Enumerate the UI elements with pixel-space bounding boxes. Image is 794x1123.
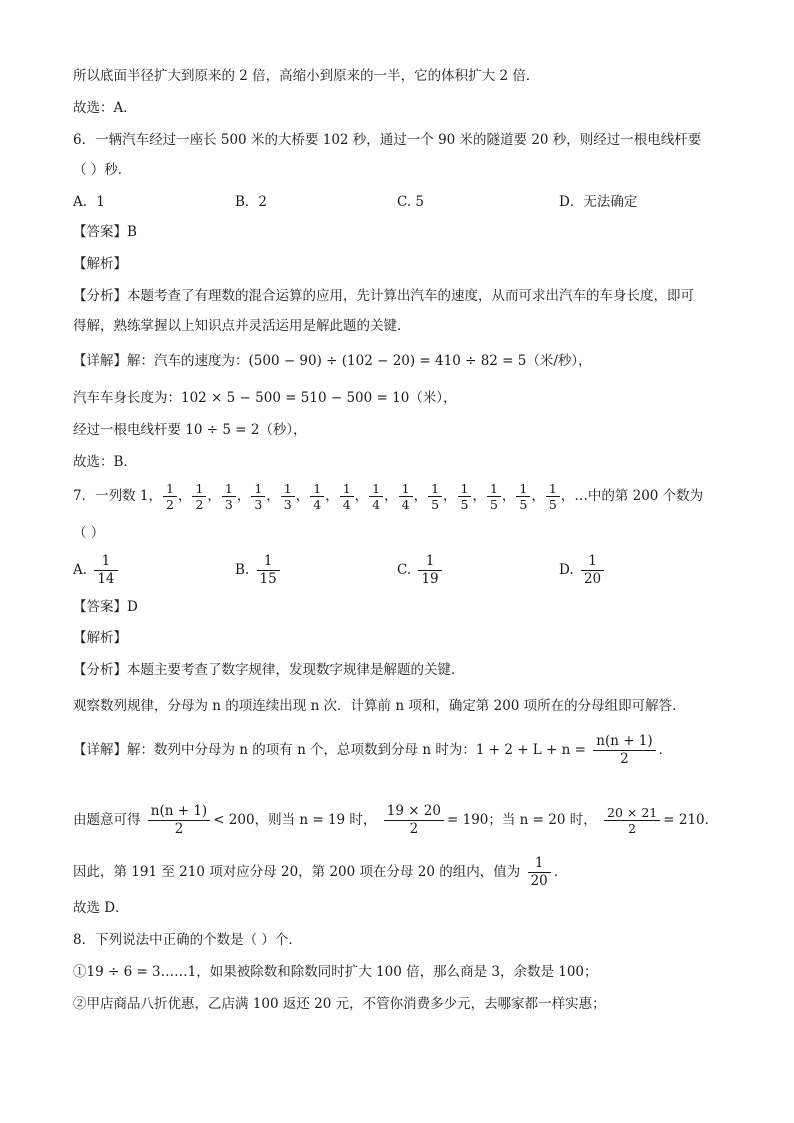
q7-prefix: 7．一列数 1， — [73, 488, 162, 504]
text-line: 所以底面半径扩大到原来的 2 倍，高缩小到原来的一半，它的体积扩大 2 倍． — [73, 68, 540, 84]
q8-statement-1: ①19 ÷ 6 = 3……1，如果被除数和除数同时扩大 100 倍，那么商是 3，余数是 100； — [73, 964, 598, 980]
denominator: 2 — [409, 821, 419, 837]
numerator: 1 — [418, 553, 441, 571]
denominator: 5 — [548, 497, 557, 512]
sequence-fraction — [163, 481, 177, 512]
q7-detail-2-mid1: < 200，则当 n = 19 时， — [213, 812, 377, 828]
q6-answer: 【答案】B — [73, 224, 137, 240]
q7-option-fraction — [418, 553, 441, 588]
n19-fraction — [384, 803, 444, 838]
numerator: 1 — [528, 855, 551, 873]
q7-detail-2 — [73, 800, 718, 840]
denominator: 14 — [97, 571, 115, 587]
numerator: 1 — [399, 481, 413, 497]
denominator: 2 — [165, 497, 174, 512]
q7-detail-3 — [73, 852, 567, 892]
q6-option-b: B．2 — [235, 194, 268, 210]
denominator: 3 — [254, 497, 263, 512]
n20-fraction — [604, 805, 660, 836]
q7-option-b — [235, 550, 283, 590]
denominator: 4 — [372, 497, 381, 512]
question-8-stem: 8．下列说法中正确的个数是（ ）个． — [73, 932, 302, 948]
numerator: 1 — [487, 481, 501, 497]
denominator: 2 — [628, 821, 637, 836]
sequence-fraction — [222, 481, 236, 512]
sequence-fraction — [546, 481, 560, 512]
denominator: 19 — [421, 571, 439, 587]
sequence-separator: ， — [413, 488, 428, 504]
q6-option-c: C. 5 — [397, 194, 425, 210]
denominator: 5 — [431, 497, 440, 512]
denominator: 2 — [174, 821, 184, 837]
q6-analysis: 【分析】本题考查了有理数的混合运算的应用，先计算出汽车的速度，从而可求出汽车的车身长度，即可 — [73, 288, 694, 304]
q7-detail-3-end: ． — [553, 864, 568, 880]
denominator: 5 — [489, 497, 498, 512]
sequence-separator: ， — [443, 488, 457, 504]
denominator: 4 — [342, 497, 351, 512]
sequence-fraction — [458, 481, 472, 512]
q7-option-letter: C. — [397, 562, 412, 578]
q7-detail-3-pre: 因此，第 191 至 210 项对应分母 20，第 200 项在分母 20 的组内，值为 — [73, 864, 521, 880]
numerator: 1 — [458, 481, 472, 497]
q7-detail-text: 【详解】解：数列中分母为 n 的项有 n 个，总项数到分母 n 时为：1 + 2 + L + n = — [73, 742, 586, 758]
denominator: 15 — [259, 571, 277, 587]
q6-detail-3: 经过一根电线杆要 10 ÷ 5 = 2（秒）， — [73, 422, 307, 438]
sequence-separator: ， — [266, 488, 280, 504]
sequence-separator: ， — [207, 488, 221, 504]
cond-formula-fraction — [148, 803, 210, 838]
numerator: 1 — [369, 481, 383, 497]
q7-suffix: ，…中的第 200 个数为 — [560, 488, 704, 504]
q6-detail: 【详解】解：汽车的速度为：(500 − 90) ÷ (102 − 20) = 410 ÷ 82 = 5（米/秒）， — [73, 353, 592, 369]
q7-option-fraction — [257, 553, 280, 588]
q7-detail-2-pre: 由题意可得 — [73, 812, 141, 828]
q7-option-letter: D. — [559, 562, 574, 578]
denominator: 3 — [224, 497, 233, 512]
numerator: 1 — [310, 481, 324, 497]
sequence-separator: ， — [325, 488, 339, 504]
denominator: 20 — [583, 571, 602, 587]
question-7-stem-cont: （ ） — [73, 525, 105, 541]
q7-option-d — [559, 550, 607, 590]
answer-fraction — [528, 855, 551, 890]
q7-observation: 观察数列规律，分母为 n 的项连续出现 n 次．计算前 n 项和，确定第 200 项所在的分母组即可解答． — [73, 698, 686, 714]
numerator: 20 × 21 — [604, 805, 660, 821]
sequence-separator: ， — [295, 488, 310, 504]
sequence-separator: ， — [177, 488, 192, 504]
question-7-stem — [73, 476, 703, 516]
question-6-stem: 6．一辆汽车经过一座长 500 米的大桥要 102 秒，通过一个 90 米的隧道要 20 秒，则经过一根电线杆要 — [73, 132, 702, 148]
q7-option-a — [73, 550, 121, 590]
numerator: 19 × 20 — [384, 803, 444, 821]
question-6-stem-cont: （ ）秒． — [73, 162, 132, 178]
sequence-separator: ， — [531, 488, 545, 504]
numerator: 1 — [581, 553, 604, 571]
sequence-fraction — [310, 481, 324, 512]
sequence-fraction — [251, 481, 265, 512]
q7-detail-2-mid2: = 190；当 n = 20 时， — [447, 812, 597, 828]
sequence-separator: ， — [354, 488, 369, 504]
numerator: 1 — [222, 481, 236, 497]
denominator: 4 — [401, 497, 410, 512]
text-line: 故选：A． — [73, 100, 137, 116]
numerator: 1 — [340, 481, 354, 497]
q7-jiexi-label: 【解析】 — [73, 630, 127, 646]
numerator: 1 — [546, 481, 560, 497]
sequence-separator: ， — [472, 488, 486, 504]
denominator: 2 — [620, 751, 629, 767]
q7-detail-4: 故选 D． — [73, 900, 129, 916]
sequence-separator: ， — [501, 488, 516, 504]
q7-detail-2-end: = 210． — [663, 812, 719, 828]
numerator: 1 — [94, 553, 117, 571]
numerator: 1 — [428, 481, 442, 497]
sequence-fraction — [516, 481, 530, 512]
sequence-fraction — [192, 481, 206, 512]
numerator: n(n + 1) — [593, 733, 655, 751]
q7-sequence — [162, 481, 561, 512]
denominator: 5 — [519, 497, 528, 512]
q6-analysis-cont: 得解，熟练掌握以上知识点并灵活运用是解此题的关键． — [73, 318, 411, 334]
q6-jiexi-label: 【解析】 — [73, 256, 127, 272]
q7-option-letter: A. — [73, 562, 88, 578]
q7-answer: 【答案】D — [73, 599, 138, 615]
sequence-fraction — [340, 481, 354, 512]
numerator: 1 — [257, 553, 280, 571]
q6-detail-4: 故选：B． — [73, 454, 137, 470]
numerator: 1 — [192, 481, 206, 497]
sequence-fraction — [399, 481, 413, 512]
numerator: 1 — [163, 481, 177, 497]
sequence-fraction — [428, 481, 442, 512]
sequence-fraction — [369, 481, 383, 512]
q6-option-d: D．无法确定 — [559, 194, 638, 210]
denominator: 4 — [313, 497, 322, 512]
q7-option-fraction — [581, 553, 604, 588]
q8-statement-2: ②甲店商品八折优惠，乙店满 100 返还 20 元，不管你消费多少元，去哪家都一样实惠； — [73, 996, 606, 1012]
sequence-separator: ， — [236, 488, 251, 504]
q7-detail: 【详解】解：数列中分母为 n 的项有 n 个，总项数到分母 n 时为：1 + 2 + L + n = $\frac{n(n + 1)}{2}$ ． — [73, 733, 673, 767]
numerator: 1 — [516, 481, 530, 497]
numerator: 1 — [251, 481, 265, 497]
denominator: 5 — [460, 497, 469, 512]
sequence-fraction — [281, 481, 295, 512]
q7-option-letter: B. — [235, 562, 250, 578]
numerator: n(n + 1) — [148, 803, 210, 821]
q7-option-c — [397, 550, 445, 590]
q7-analysis: 【分析】本题主要考查了数字规律，发现数字规律是解题的关键． — [73, 662, 465, 678]
numerator: 1 — [281, 481, 295, 497]
sum-formula-fraction — [593, 733, 655, 768]
denominator: 2 — [195, 497, 204, 512]
q6-detail-2: 汽车车身长度为：102 × 5 − 500 = 510 − 500 = 10（米）， — [73, 390, 457, 406]
denominator: 3 — [283, 497, 292, 512]
q7-option-fraction — [94, 553, 117, 588]
denominator: 20 — [530, 873, 548, 889]
q6-option-a: A．1 — [73, 194, 105, 210]
sequence-separator: ， — [384, 488, 398, 504]
sequence-fraction — [487, 481, 501, 512]
